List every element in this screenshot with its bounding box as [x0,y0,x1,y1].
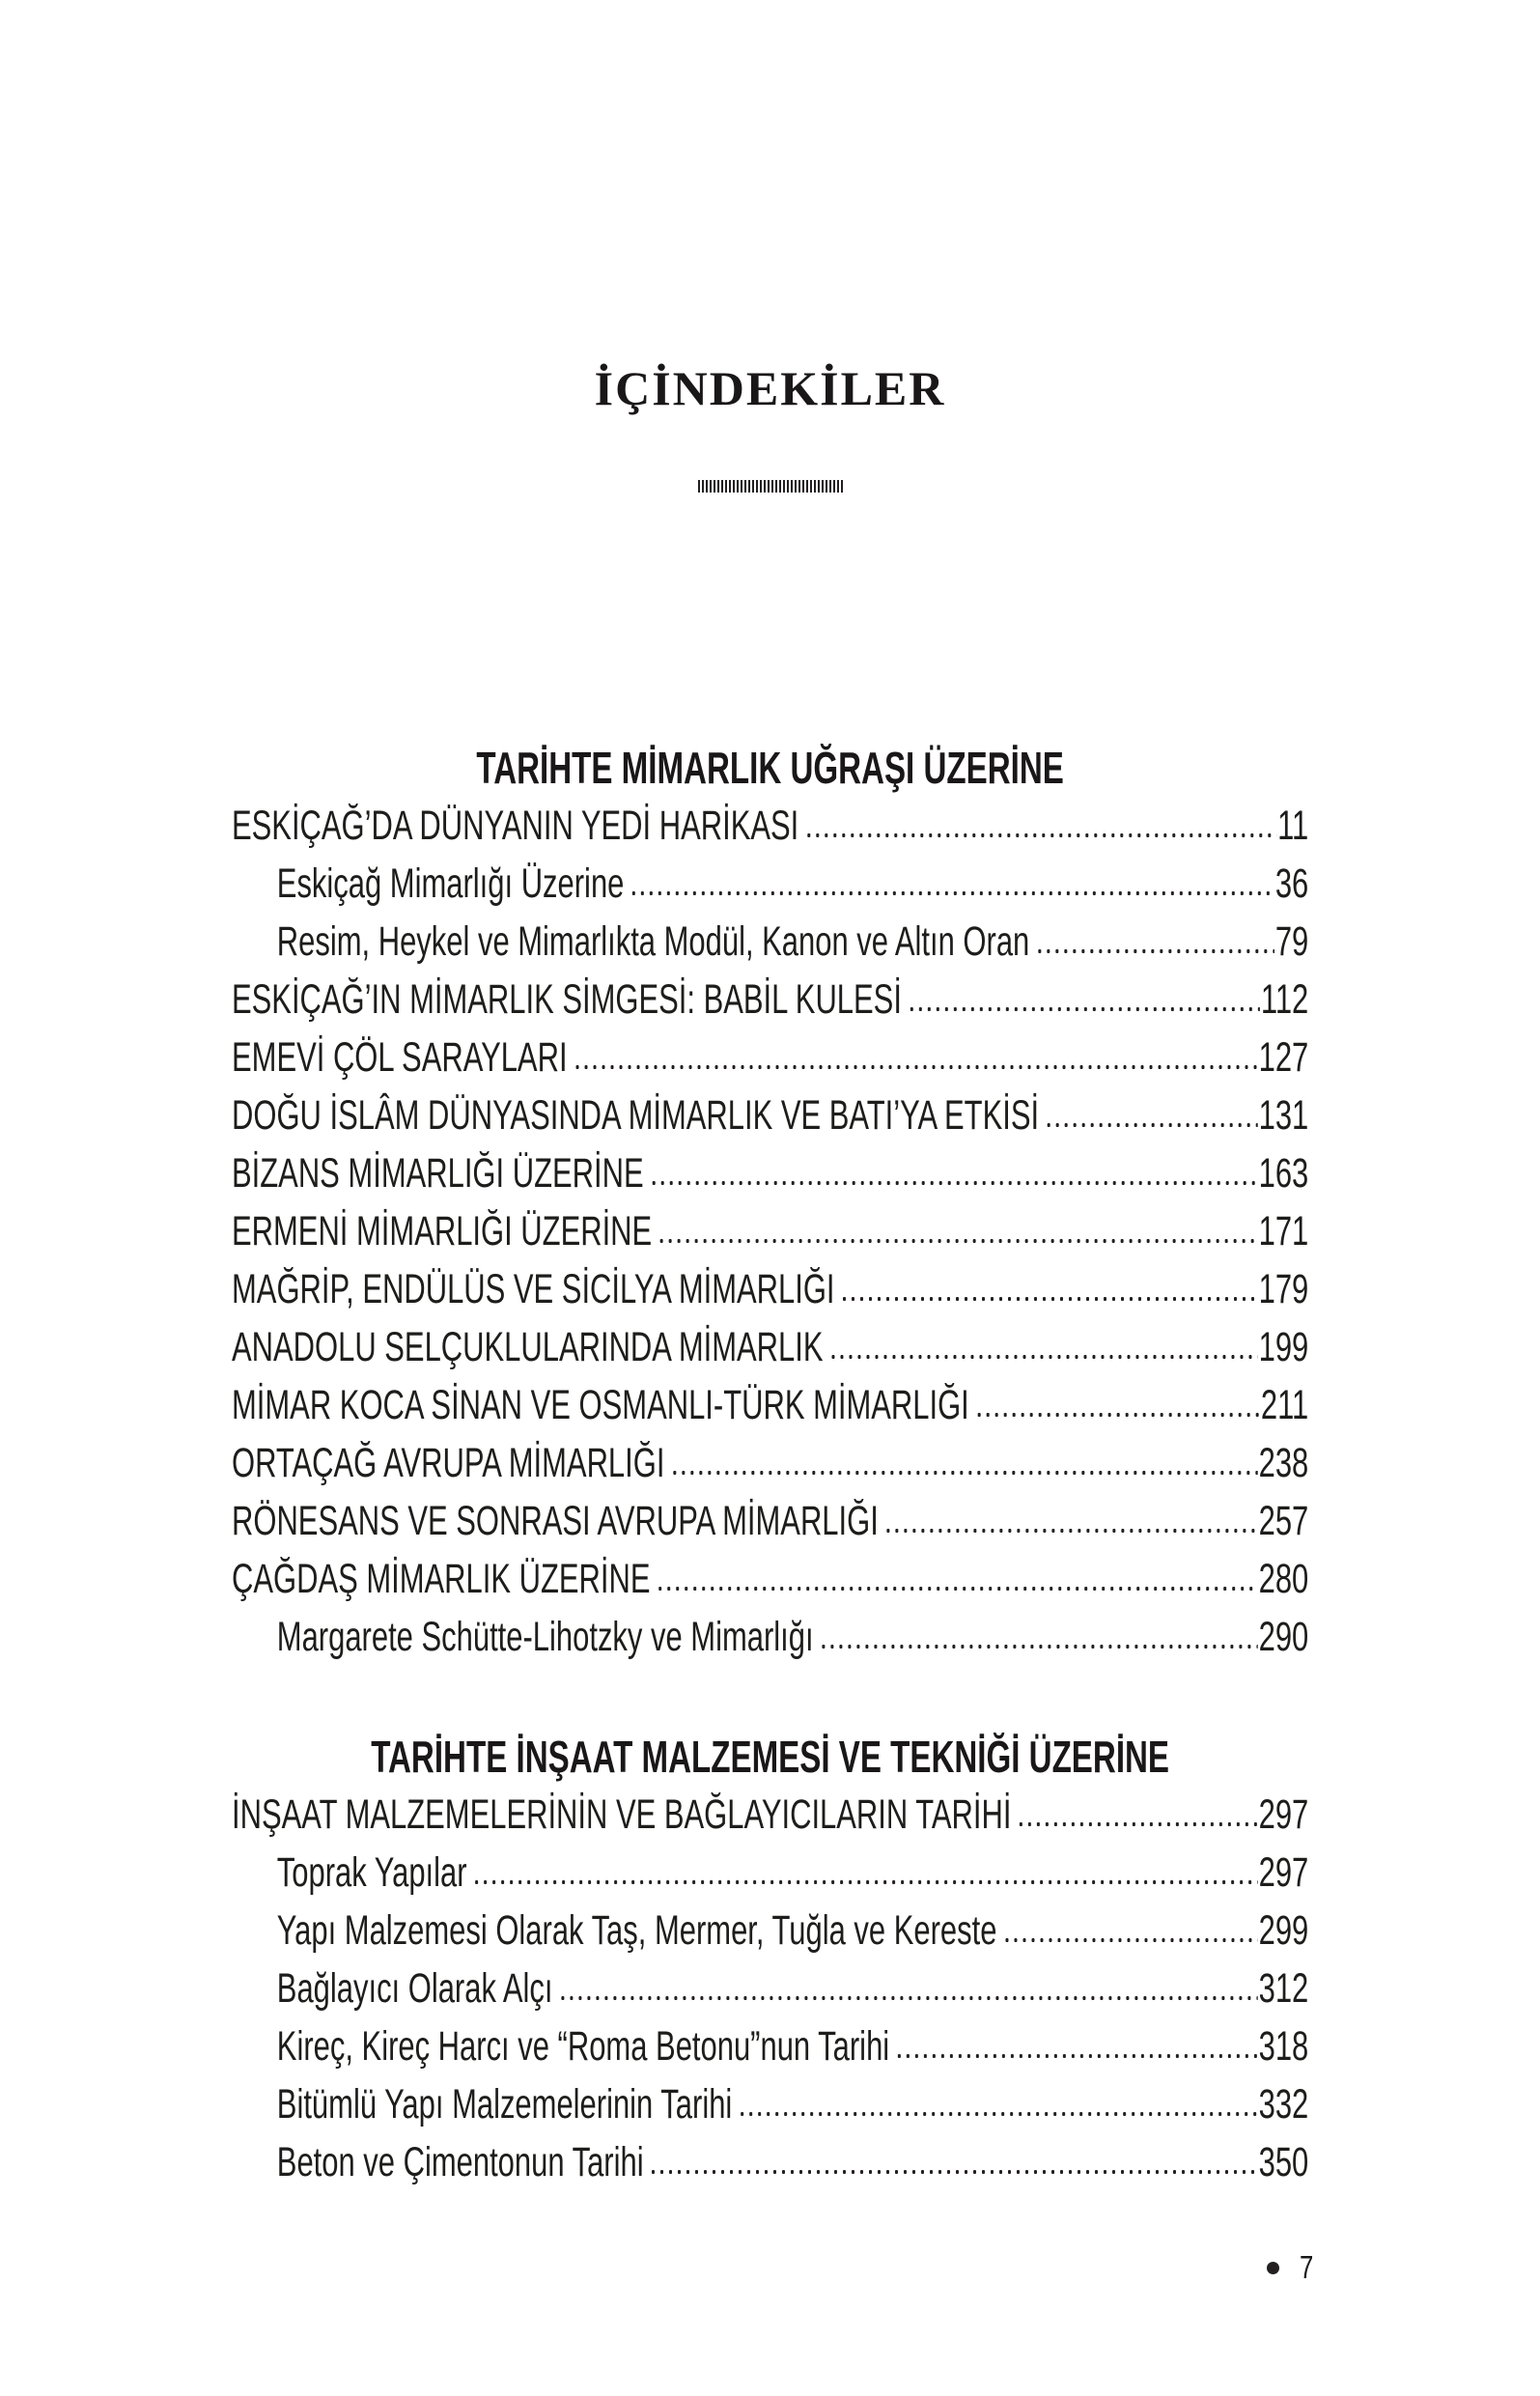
toc [232,739,1308,2191]
dot-leader [975,1411,1261,1419]
toc-entry-label: Kireç, Kireç Harcı ve “Roma Betonu”nun Tarihi [276,2023,890,2070]
dot-leader [573,1063,1258,1071]
dot-leader [658,1237,1258,1245]
toc-entry-label: Resim, Heykel ve Mimarlıkta Modül, Kanon ve Altın Oran [276,918,1030,965]
toc-entry-page: 257 [1258,1498,1309,1544]
dot-leader [656,1585,1258,1593]
toc-entry-label: Margarete Schütte-Lihotzky ve Mimarlığı [276,1614,814,1660]
toc-entry [232,913,1308,971]
toc-entry [232,1202,1308,1260]
toc-entry-label: ANADOLU SELÇUKLULARINDA MİMARLIK [232,1324,824,1370]
toc-entry-page: 11 [1277,803,1309,849]
vertical-bars-divider-icon [698,480,843,493]
toc-entry-label: Toprak Yapılar [276,1849,467,1896]
dot-leader [1002,1936,1258,1944]
toc-entry-page: 112 [1260,976,1309,1023]
toc-entry-page: 332 [1258,2081,1309,2128]
toc-entry [232,1608,1308,1666]
dot-leader [649,2168,1258,2176]
toc-entry-label: Beton ve Çimentonun Tarihi [276,2139,644,2185]
toc-entry-label: Eskiçağ Mimarlığı Üzerine [276,860,625,907]
toc-entry-page: 299 [1258,1907,1309,1954]
dot-leader [1035,947,1274,955]
toc-entry-page: 318 [1258,2023,1309,2070]
toc-entry [232,1902,1308,1959]
toc-entry-label: ESKİÇAĞ’IN MİMARLIK SİMGESİ: BABİL KULESİ [232,976,902,1023]
toc-entry-label: ÇAĞDAŞ MİMARLIK ÜZERİNE [232,1556,651,1602]
section-heading: TARİHTE MİMARLIK UĞRAŞI ÜZERİNE [476,743,1064,793]
toc-entry-label: DOĞU İSLÂM DÜNYASINDA MİMARLIK VE BATI’YA ETKİSİ [232,1092,1040,1139]
toc-entry [232,1029,1308,1086]
dot-leader [1045,1121,1258,1129]
toc-entry-label: Yapı Malzemesi Olarak Taş, Mermer, Tuğla ve Kereste [276,1907,997,1954]
toc-entry-label: EMEVİ ÇÖL SARAYLARI [232,1034,568,1081]
toc-entry-page: 127 [1258,1034,1309,1081]
dot-leader [1017,1820,1258,1828]
dot-leader [649,1179,1258,1187]
toc-entry [232,1492,1308,1550]
toc-section [232,739,1308,1666]
toc-entry-label: MİMAR KOCA SİNAN VE OSMANLI-TÜRK MİMARLIĞI [232,1382,969,1428]
dot-leader [738,2110,1258,2118]
dot-leader [472,1878,1258,1886]
toc-entry [232,1086,1308,1144]
folio-page-number: 7 [1299,2249,1313,2285]
toc-entry-page: 238 [1258,1440,1309,1486]
toc-entry-label: Bitümlü Yapı Malzemelerinin Tarihi [276,2081,733,2128]
toc-entry-page: 211 [1260,1382,1309,1428]
toc-entry [232,1959,1308,2017]
toc-entry-label: Bağlayıcı Olarak Alçı [276,1965,553,2012]
toc-entry [232,855,1308,913]
toc-entry-label: ESKİÇAĞ’DA DÜNYANIN YEDİ HARİKASI [232,803,799,849]
toc-entry [232,1376,1308,1434]
toc-entry-label: RÖNESANS VE SONRASI AVRUPA MİMARLIĞI [232,1498,879,1544]
page-title: İÇİNDEKİLER [594,361,946,415]
section-entries [232,797,1308,1666]
dot-leader [840,1295,1258,1303]
toc-entry [232,1550,1308,1608]
toc-entry-page: 312 [1258,1965,1309,2012]
dot-leader [630,889,1274,897]
dot-leader [895,2052,1258,2060]
dot-leader [804,832,1276,839]
dot-leader [670,1469,1258,1477]
toc-entry-page: 131 [1258,1092,1309,1139]
toc-entry [232,2017,1308,2075]
toc-entry-page: 163 [1258,1150,1309,1197]
dot-leader [819,1643,1258,1650]
toc-entry [232,2075,1308,2133]
toc-entry-page: 179 [1258,1266,1309,1312]
toc-entry [232,1260,1308,1318]
dot-leader [558,1994,1258,2002]
dot-leader [828,1353,1258,1361]
toc-entry [232,1318,1308,1376]
toc-entry-page: 280 [1258,1556,1309,1602]
toc-entry [232,1434,1308,1492]
toc-entry-page: 297 [1258,1791,1309,1838]
toc-entry-page: 290 [1258,1614,1309,1660]
toc-entry-label: BİZANS MİMARLIĞI ÜZERİNE [232,1150,644,1197]
toc-entry [232,2133,1308,2191]
toc-entry [232,797,1308,855]
toc-entry-label: İNŞAAT MALZEMELERİNİN VE BAĞLAYICILARIN TARİHİ [232,1791,1012,1838]
toc-entry [232,971,1308,1029]
dot-leader [884,1527,1258,1535]
toc-entry-page: 79 [1274,918,1309,965]
toc-entry-page: 350 [1258,2139,1309,2185]
toc-entry-page: 36 [1274,860,1309,907]
toc-entry-label: MAĞRİP, ENDÜLÜS VE SİCİLYA MİMARLIĞI [232,1266,835,1312]
toc-entry [232,1144,1308,1202]
page-footer [1267,2250,1313,2285]
toc-section [232,1728,1308,2191]
toc-entry-label: ORTAÇAĞ AVRUPA MİMARLIĞI [232,1440,665,1486]
toc-entry [232,1786,1308,1844]
toc-entry-page: 199 [1258,1324,1309,1370]
toc-entry [232,1844,1308,1902]
dot-leader [908,1005,1261,1013]
section-entries [232,1786,1308,2191]
toc-entry-label: ERMENİ MİMARLIĞI ÜZERİNE [232,1208,653,1254]
bullet-icon [1267,2262,1279,2274]
section-heading: TARİHTE İNŞAAT MALZEMESİ VE TEKNİĞİ ÜZERİNE [371,1732,1170,1782]
toc-entry-page: 171 [1258,1208,1309,1254]
toc-entry-page: 297 [1258,1849,1309,1896]
